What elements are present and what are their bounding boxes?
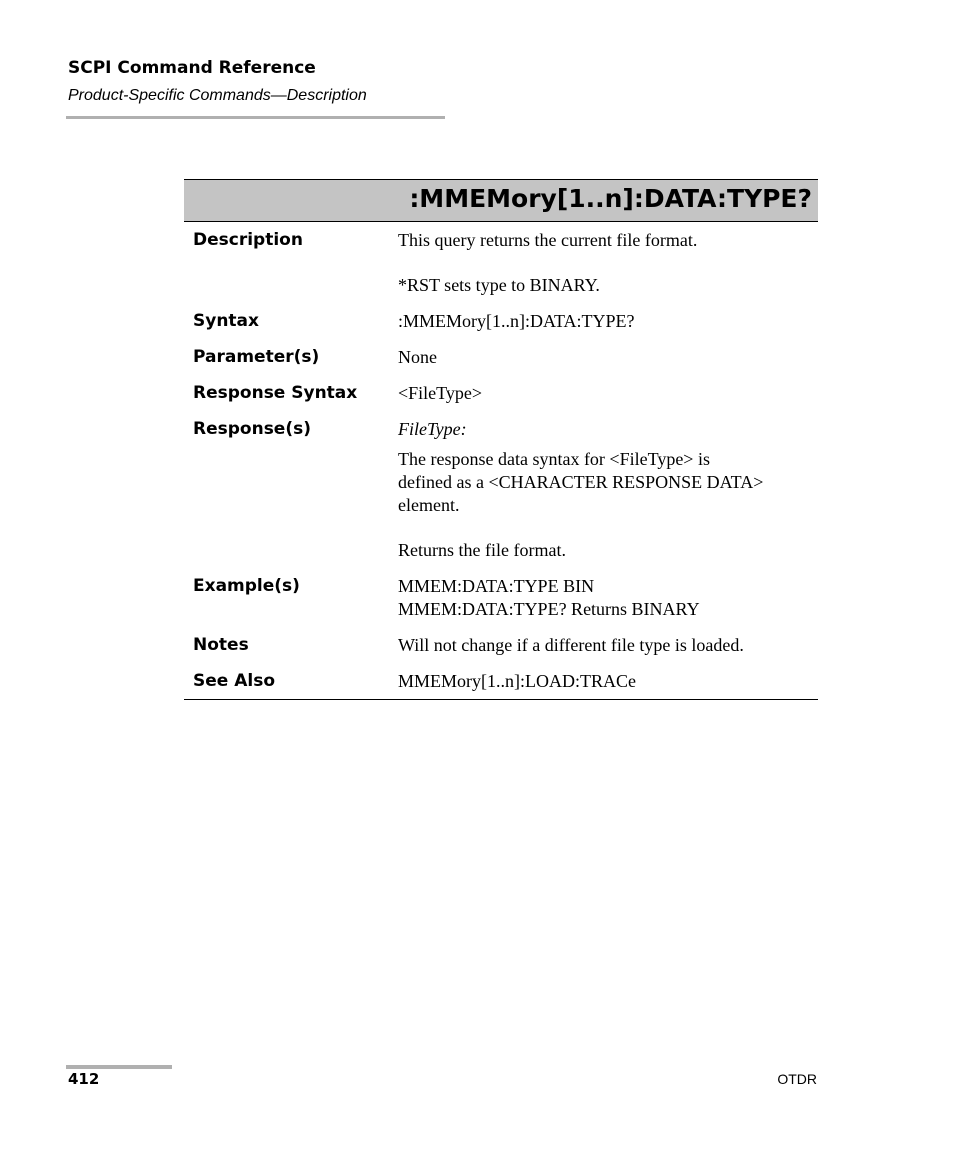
page-number: 412 — [68, 1070, 100, 1088]
parameters-text: None — [398, 347, 437, 367]
response-param-name: FileType: — [398, 419, 467, 439]
row-label: See Also — [193, 671, 276, 691]
row-responses — [184, 418, 818, 562]
running-header-title: SCPI Command Reference — [68, 58, 316, 78]
row-label: Description — [193, 230, 303, 250]
example-line: MMEM:DATA:TYPE? Returns BINARY — [398, 599, 700, 619]
command-title: :MMEMory[1..n]:DATA:TYPE? — [409, 184, 812, 213]
row-value — [388, 634, 813, 657]
footer-product: OTDR — [777, 1071, 817, 1087]
command-table — [184, 222, 818, 700]
row-value — [388, 575, 813, 621]
example-line: MMEM:DATA:TYPE BIN — [398, 576, 595, 596]
row-label: Response(s) — [193, 419, 311, 439]
response-returns-text: Returns the file format. — [398, 540, 566, 560]
row-label: Parameter(s) — [193, 347, 320, 367]
row-examples — [184, 575, 818, 621]
row-response-syntax — [184, 382, 818, 405]
row-value — [388, 346, 813, 369]
syntax-text: :MMEMory[1..n]:DATA:TYPE? — [398, 311, 635, 331]
row-label: Notes — [193, 635, 249, 655]
row-syntax — [184, 310, 818, 333]
row-value — [388, 310, 813, 333]
row-label: Example(s) — [193, 576, 300, 596]
row-value — [388, 382, 813, 405]
row-notes — [184, 634, 818, 657]
header-divider — [66, 116, 445, 119]
response-syntax-text: <FileType> — [398, 383, 483, 403]
running-header-subtitle: Product-Specific Commands—Description — [68, 87, 367, 104]
command-heading-bar — [184, 179, 818, 222]
rst-text: *RST sets type to BINARY. — [398, 275, 600, 295]
row-label: Response Syntax — [193, 383, 358, 403]
response-text-line: defined as a <CHARACTER RESPONSE DATA> — [398, 472, 764, 492]
see-also-text: MMEMory[1..n]:LOAD:TRACe — [398, 671, 636, 691]
description-text: This query returns the current file format. — [398, 230, 698, 250]
row-see-also — [184, 670, 818, 693]
row-value — [388, 229, 813, 297]
response-text-line: element. — [398, 495, 460, 515]
row-value — [388, 670, 813, 693]
response-text-line: The response data syntax for <FileType> is — [398, 449, 710, 469]
row-label: Syntax — [193, 311, 259, 331]
row-description — [184, 229, 818, 297]
row-value — [388, 418, 813, 562]
notes-text: Will not change if a different file type is loaded. — [398, 635, 744, 655]
footer-divider — [66, 1065, 172, 1069]
row-parameters — [184, 346, 818, 369]
